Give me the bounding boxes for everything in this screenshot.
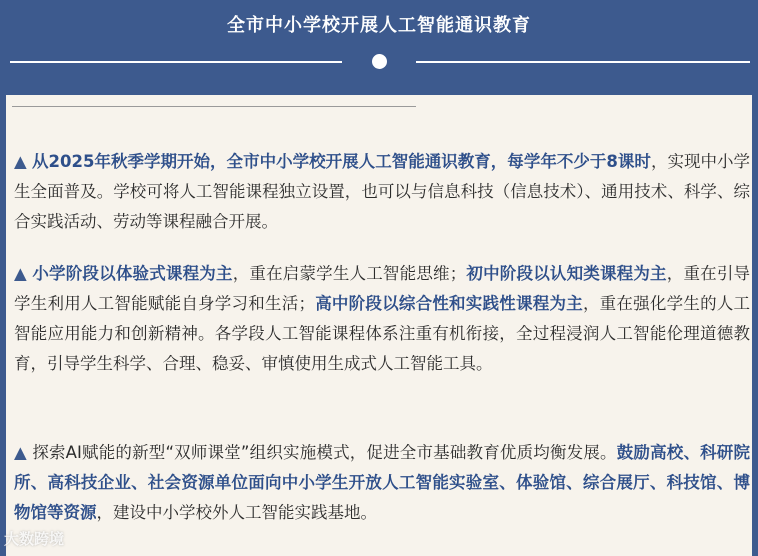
header-banner bbox=[0, 0, 758, 95]
triangle-icon: ▲ bbox=[14, 152, 27, 171]
page-title: 全市中小学校开展人工智能通识教育 bbox=[227, 15, 531, 36]
paragraph-1-emphasis: 从2025年秋季学期开始，全市中小学校开展人工智能通识教育，每学年不少于8课时 bbox=[31, 152, 651, 171]
paragraph-3-text-2: ，建设中小学校外人工智能实践基地。 bbox=[96, 503, 377, 522]
paragraph-3-emphasis: 鼓励高校、科研院所、高科技企业、社会资源单位面向中小学生开放人工智能实验室、体验馆、综合展厅、科技馆、博物馆等资源 bbox=[14, 443, 750, 522]
paragraph-2-text-1: ，重在启蒙学生人工智能思维； bbox=[232, 264, 467, 283]
paragraph-2-emphasis-2: 初中阶段以认知类课程为主 bbox=[466, 264, 667, 283]
triangle-icon: ▲ bbox=[14, 443, 27, 462]
paragraph-3-text-1: 探索AI赋能的新型“双师课堂”组织实施模式，促进全市基础教育优质均衡发展。 bbox=[32, 443, 617, 462]
paragraph-2 bbox=[14, 259, 750, 379]
triangle-icon: ▲ bbox=[14, 264, 27, 283]
watermark: 大数跨境 bbox=[4, 530, 65, 548]
paragraph-2-emphasis-1: 小学阶段以体验式课程为主 bbox=[32, 264, 233, 283]
paragraph-2-text-2: ，重在引导学生利用人工智能赋能自身学习和生活； bbox=[14, 264, 751, 313]
right-border bbox=[752, 95, 758, 556]
header-divider-right bbox=[416, 61, 750, 63]
paragraph-1-text: ，实现中小学生全面普及。学校可将人工智能课程独立设置，也可以与信息科技（信息技术）、通用技术、科学、综合实践活动、劳动等课程融合开展。 bbox=[14, 152, 751, 231]
paragraph-3 bbox=[14, 438, 750, 528]
header-divider-dot bbox=[372, 54, 387, 69]
paragraph-1 bbox=[14, 147, 750, 237]
top-rule bbox=[12, 106, 416, 107]
paragraph-2-emphasis-3: 高中阶段以综合性和实践性课程为主 bbox=[314, 294, 583, 313]
header-divider-left bbox=[10, 61, 342, 63]
paragraph-2-text-3: ，重在强化学生的人工智能应用能力和创新精神。各学段人工智能课程体系注重有机衔接，全过程浸润人工智能伦理道德教育，引导学生科学、合理、稳妥、审慎使用生成式人工智能工具。 bbox=[14, 294, 751, 373]
